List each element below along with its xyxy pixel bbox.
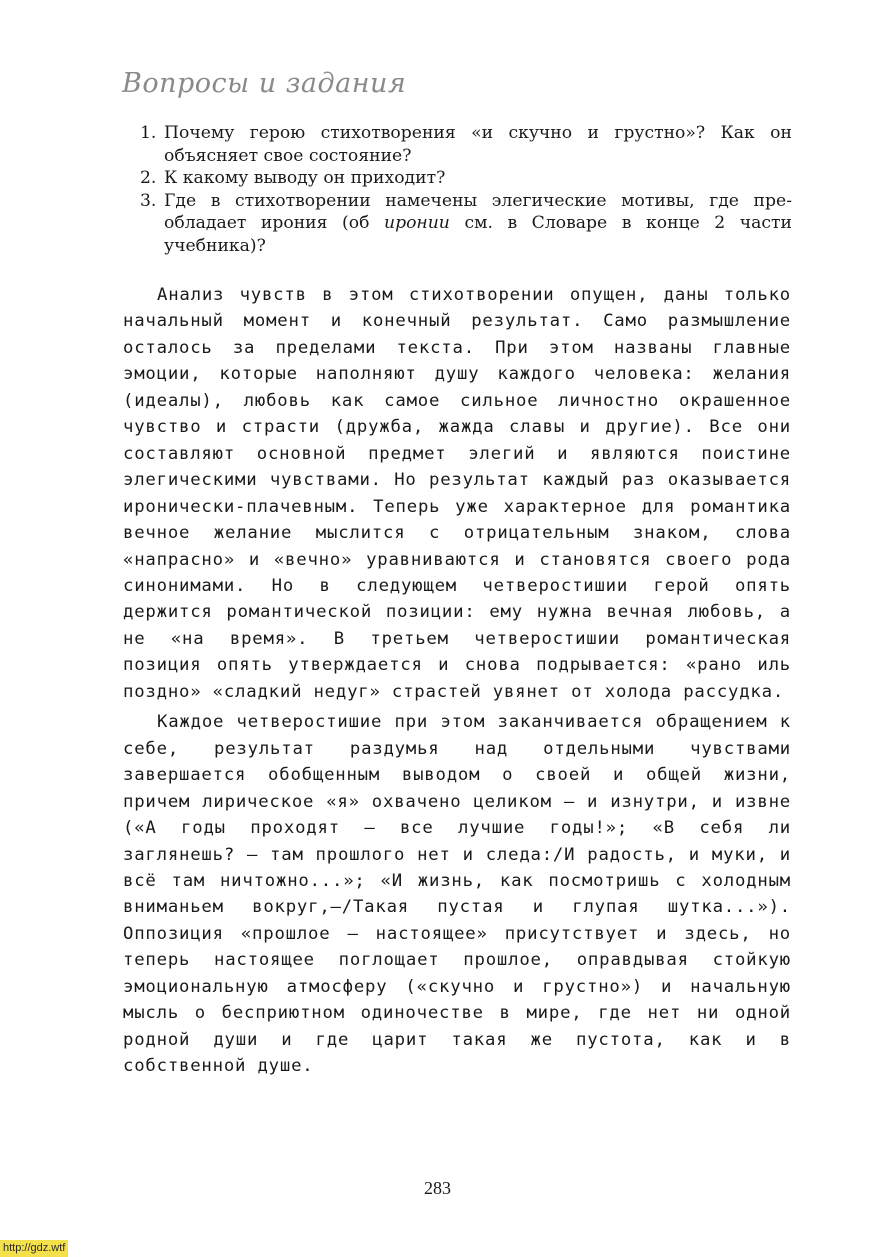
questions-list bbox=[140, 122, 792, 257]
question-item bbox=[140, 167, 792, 190]
body-paragraph: Анализ чувств в этом стихотворении опущен, даны только начальный момент и конечный результат. Само размышление осталось за пределами текста. При этом названы главные эмоции, которые наполняют душу каждого человека: желания (идеалы), любовь как самое сильное личностно окрашенное чувство и страсти (дружба, жажда славы и другие). Все они составляют основной предмет элегий и являются поистине элегическими чувствами. Но результат каждый раз оказывается иронически-плачевным. Теперь уже характерное для романтика вечное желание мыслится с отрицательным знаком, слова «напрасно» и «вечно» уравниваются и становятся своего рода синонимами. Но в следующем четверостишии герой опять держится романтической позиции: ему нужна вечная любовь, а не «на время». В третьем четверостишии романтическая позиция опять утверждается и снова подрывается: «рано иль поздно» «сладкий недуг» страстей увянет от холода рассудка. bbox=[123, 285, 791, 702]
question-item bbox=[140, 122, 792, 167]
question-item bbox=[140, 190, 792, 258]
question-text-continued: см. в Словаре в конце 2 части учебника)? bbox=[164, 213, 792, 256]
question-text: Где в стихотворении намечены элегические мотивы, где преобладает ирония (об bbox=[164, 190, 792, 233]
question-number: 2. bbox=[140, 168, 157, 188]
watermark-link[interactable]: http://gdz.wtf bbox=[0, 1240, 68, 1257]
body-paragraph: Каждое четверостишие при этом заканчивается обращением к себе, результат раздумья над отдельными чувствами завершается обобщенным выводом о своей и общей жизни, причем лирическое «я» охвачено целиком — и изнутри, и извне («А годы проходят — все лучшие годы!»; «В себя ли заглянешь? — там прошлого нет и следа:/И радость, и муки, и всё там ничтожно...»; «И жизнь, как посмотришь с холодным вниманьем вокруг,—/Такая пустая и глупая шутка...»). Оппозиция «прошлое — настоящее» присутствует и здесь, но теперь настоящее поглощает прошлое, оправдывая стойкую эмоциональную атмосферу («скучно и грустно») и начальную мысль о бесприютном одиночестве в мире, где нет ни одной родной души и где царит такая же пустота, как и в собственной душе. bbox=[123, 712, 791, 1077]
question-number: 3. bbox=[140, 190, 157, 211]
question-text: К какому выводу он приходит? bbox=[164, 168, 446, 188]
question-italic-term: иронии bbox=[384, 213, 450, 233]
page-number: 283 bbox=[424, 1178, 451, 1198]
analysis-text bbox=[123, 282, 791, 1084]
question-number: 1. bbox=[140, 123, 157, 143]
question-text: Почему герою стихотворения «и скучно и грустно»? Как он объясняет свое состояние? bbox=[164, 123, 792, 166]
section-heading: Вопросы и задания bbox=[122, 68, 407, 99]
